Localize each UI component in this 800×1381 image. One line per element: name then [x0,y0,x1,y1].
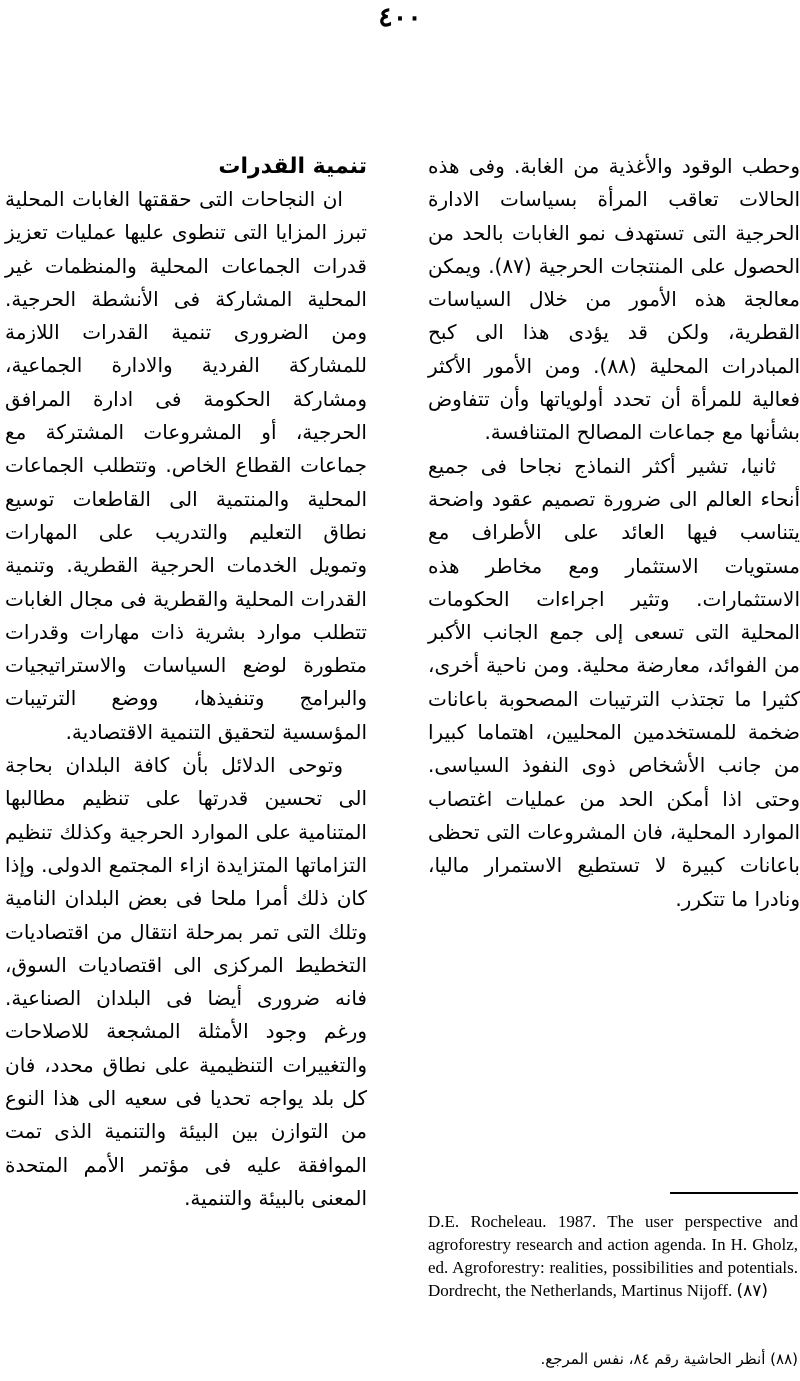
footnote-number: (٨٧) [736,1281,768,1301]
footnote-text: أنظر الحاشية رقم ٨٤، نفس المرجع. [540,1350,766,1368]
footnote-number: (٨٨) [770,1350,798,1368]
left-text-column [5,150,367,1215]
footnote-88 [428,1348,798,1370]
paragraph: وتوحى الدلائل بأن كافة البلدان بحاجة الى تحسين قدرتها على تنظيم مطالبها المتنامية على الموارد الحرجية وكذلك تنظيم التزاماتها المتزايدة ازاء المجتمع الدولى. وإذا كان ذلك أمرا ملحا فى بعض البلدان النامية وتلك التى تمر بمرحلة انتقال من اقتصاديات التخطيط المركزى الى اقتصاديات السوق، فانه ضرورى أيضا فى البلدان الصناعية. ورغم وجود الأمثلة المشجعة للاصلاحات والتغييرات التنظيمية على نطاق محدد، فان كل بلد يواجه تحديا فى سعيه الى هذا النوع من التوازن بين البيئة والتنمية الذى تمت الموافقة عليه فى مؤتمر الأمم المتحدة المعنى بالبيئة والتنمية. [5,753,367,1210]
right-text-column [428,150,800,916]
page-number: ٤٠٠ [378,2,422,33]
paragraph: ان النجاحات التى حققتها الغابات المحلية تبرز المزايا التى تنطوى عليها عمليات تعزيز قدرات الجماعات المحلية والمنظمات غير المحلية المشاركة فى الأنشطة الحرجية. ومن الضرورى تنمية القدرات اللازمة للمشاركة الفردية والادارة الجماعية، ومشاركة الحكومة فى ادارة المرافق الحرجية، أو المشروعات المشتركة مع جماعات القطاع الخاص. وتتطلب الجماعات المحلية والمنتمية الى القاطعات توسيع نطاق التعليم والتدريب على المهارات وتمويل الخدمات الحرجية القطرية. وتنمية القدرات المحلية والقطرية فى مجال الغابات تتطلب موارد بشرية ذات مهارات وقدرات متطورة لوضع السياسات والاستراتيجيات والبرامج وتنفيذها، ووضع الترتيبات المؤسسية لتحقيق التنمية الاقتصادية. [5,187,367,744]
footnote-87 [428,1210,798,1303]
paragraph: وحطب الوقود والأغذية من الغابة. وفى هذه الحالات تعاقب المرأة بسياسات الادارة الحرجية التى تستهدف نمو الغابات بالحد من الحصول على المنتجات الحرجية (٨٧). ويمكن معالجة هذه الأمور من خلال السياسات القطرية، ولكن قد يؤدى هذا الى كبح المبادرات المحلية (٨٨). ومن الأمور الأكثر فعالية للمرأة أن تحدد أولوياتها وأن تتفاوض بشأنها مع جماعات المصالح المتنافسة. [428,154,800,445]
section-heading: تنمية القدرات [218,154,367,179]
footnote-text: D.E. Rocheleau. 1987. The user perspective and agroforestry research and action agenda. In H. Gholz, ed. Agroforestry: realities, possibilities and potentials. Dordrecht, the Netherlands, Martinus Nijoff. [428,1212,798,1300]
footnote-separator [670,1192,798,1194]
paragraph: ثانيا، تشير أكثر النماذج نجاحا فى جميع أنحاء العالم الى ضرورة تصميم عقود واضحة يتناسب فيها العائد على الأطراف مع مستويات الاستثمار ومع مخاطر هذه الاستثمارات. وتثير اجراءات الحكومات المحلية التى تسعى إلى جمع الجانب الأكبر من الفوائد، معارضة محلية. ومن ناحية أخرى، كثيرا ما تجتذب الترتيبات المصحوبة باعانات ضخمة للمستخدمين المحليين، اهتماما كبيرا من جانب الأشخاص ذوى النفوذ السياسى. وحتى اذا أمكن الحد من عمليات اغتصاب الموارد المحلية، فان المشروعات التى تحظى باعانات كبيرة لا تستطيع الاستمرار ماليا، ونادرا ما تتكرر. [428,453,800,911]
